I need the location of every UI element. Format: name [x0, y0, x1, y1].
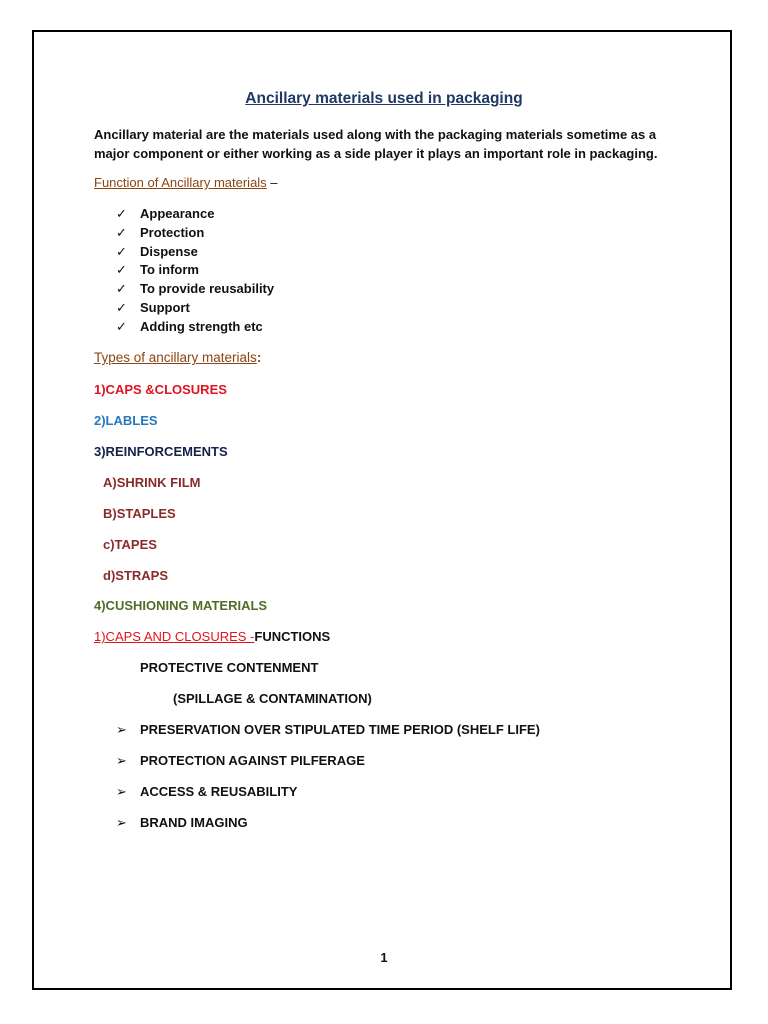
functions-list	[116, 205, 274, 337]
type-caps: 1)CAPS &CLOSURES	[94, 382, 227, 397]
check-icon: ✓	[116, 318, 127, 334]
arrow-bullet-icon: ➢	[116, 753, 127, 768]
check-icon: ✓	[116, 262, 127, 278]
list-item: ➢ ACCESS & REUSABILITY	[116, 784, 298, 799]
check-icon: ✓	[116, 243, 127, 259]
subtype-shrink-film: A)SHRINK FILM	[103, 475, 201, 490]
function-heading-suffix: –	[266, 175, 278, 190]
caps-section-heading-suffix: FUNCTIONS	[254, 629, 331, 644]
type-reinforcements: 3)REINFORCEMENTS	[94, 444, 228, 459]
check-icon: ✓	[116, 206, 127, 221]
check-icon: ✓	[116, 281, 127, 297]
list-item: ✓ Dispense	[116, 243, 198, 259]
list-item: ✓ Adding strength etc	[116, 318, 263, 334]
arrow-bullet-icon: ➢	[116, 784, 127, 799]
check-icon: ✓	[116, 299, 127, 315]
types-heading	[94, 350, 261, 366]
spillage-note: (SPILLAGE & CONTAMINATION)	[173, 691, 372, 706]
caps-section-heading-label: 1)CAPS AND CLOSURES -	[94, 629, 255, 644]
document-page	[32, 30, 732, 990]
list-item: ➢ PROTECTION AGAINST PILFERAGE	[116, 753, 365, 768]
arrow-bullet-icon: ➢	[116, 815, 127, 830]
types-heading-label: Types of ancillary materials	[94, 350, 257, 365]
type-cushioning: 4)CUSHIONING MATERIALS	[94, 598, 268, 613]
function-heading	[94, 175, 278, 191]
check-icon: ✓	[116, 224, 127, 240]
type-lables: 2)LABLES	[94, 413, 158, 428]
subtype-straps: d)STRAPS	[103, 568, 168, 583]
list-item: ➢ BRAND IMAGING	[116, 815, 248, 830]
list-item: ✓ Protection	[116, 224, 205, 240]
list-item: ✓ To provide reusability	[116, 281, 275, 297]
function-heading-label: Function of Ancillary materials	[94, 175, 267, 190]
types-heading-suffix: :	[256, 350, 262, 365]
caps-section-heading	[94, 629, 330, 645]
list-item: ✓ Support	[116, 299, 190, 315]
list-item: ➢ PRESERVATION OVER STIPULATED TIME PERIOD (SHELF LIFE)	[116, 722, 540, 737]
subtype-staples: B)STAPLES	[103, 506, 176, 521]
page-number: 1	[380, 950, 388, 965]
subtype-tapes: c)TAPES	[103, 537, 157, 552]
intro-paragraph: Ancillary material are the materials used along with the packaging materials sometime as a major component or either working as a side player it plays an important role in packaging.	[94, 127, 658, 161]
protective-contenment: PROTECTIVE CONTENMENT	[140, 660, 319, 675]
page-title: Ancillary materials used in packaging	[245, 90, 523, 107]
list-item: ✓ Appearance	[116, 206, 215, 221]
arrow-bullet-icon: ➢	[116, 722, 127, 737]
list-item: ✓ To inform	[116, 262, 199, 278]
